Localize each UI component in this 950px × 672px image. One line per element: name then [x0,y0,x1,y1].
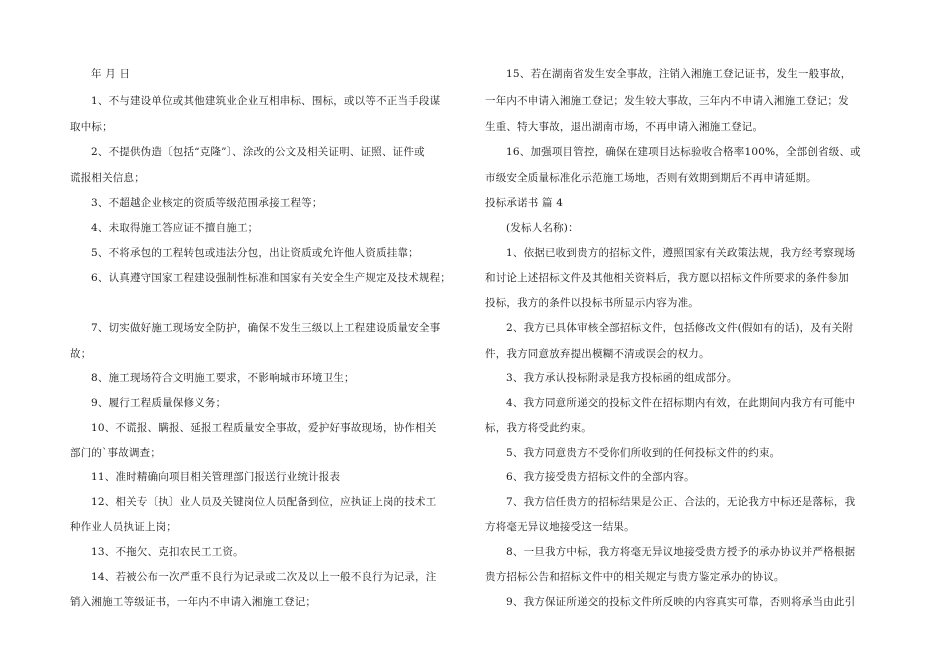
commitment-14-line-1: 14、若被公布一次严重不良行为记录或二次及以上一般不良行为记录，注 [91,571,437,583]
pledge-7-line-1: 7、我方信任贵方的招标结果是公正、合法的，无论我方中标还是落标，我 [506,496,856,508]
commitment-9: 9、履行工程质量保修义务； [91,397,227,409]
pledge-4-line-2: 标，我方将受此约束。 [485,422,592,434]
commitment-7-line-1: 7、切实做好施工现场安全防护，确保不发生三级以上工程建设质量安全事 [91,322,441,334]
commitment-14-line-2: 销入湘施工等级证书，一年内不申请入湘施工登记； [70,596,317,608]
pledge-1-line-3: 投标，我方的条件以投标书所显示内容为准。 [485,297,699,309]
commitment-13: 13、不拖欠、克扣农民工工资。 [91,546,244,558]
commitment-1-line-1: 1、不与建设单位或其他建筑业企业互相串标、围标，或以等不正当手段谋 [91,95,441,107]
commitment-8: 8、施工现场符合文明施工要求，不影响城市环境卫生； [91,372,355,384]
commitment-15-line-2: 一年内不申请入湘施工登记；发生较大事故，三年内不申请入湘施工登记；发 [485,95,849,107]
commitment-16-line-2: 市级安全质量标准化示范施工场地，否则有效期到期后不再申请延期。 [485,172,817,184]
pledge-7-line-2: 方将毫无异议地接受这一结果。 [485,521,635,533]
date-line: 年 月 日 [91,68,131,80]
pledge-1-line-1: 1、依据已收到贵方的招标文件，遵照国家有关政策法规，我方经考察现场 [506,247,856,259]
commitment-10-line-2: 部门的`事故调查； [70,447,162,459]
pledge-6: 6、我方接受贵方招标文件的全部内容。 [506,471,695,483]
pledge-2-line-1: 2、我方已具体审核全部招标文件，包括修改文件(假如有的话)，及有关附 [506,322,854,334]
pledge-4-line-1: 4、我方同意所递交的投标文件在招标期内有效，在此期间内我方有可能中 [506,397,856,409]
commitment-12-line-2: 种作业人员执证上岗； [70,521,177,533]
pledge-3: 3、我方承认投标附录是我方投标函的组成部分。 [506,372,738,384]
commitment-4: 4、未取得施工答应证不擅自施工； [91,222,259,234]
commitment-11: 11、准时精确向项目相关管理部门报送行业统计报表 [91,471,341,483]
commitment-16-line-1: 16、加强项目管控，确保在建项目达标验收合格率100%，全部创省级、或 [506,146,861,158]
left-column [70,0,470,672]
commitment-12-line-1: 12、相关专〔执〕业人员及关键岗位人员配备到位，应执证上岗的技术工 [91,496,437,508]
commitment-7-line-2: 故； [70,348,92,360]
commitment-2-line-1: 2、不提供伪造〔包括“克隆”〕、涂改的公文及相关证明、证照、证件或 [91,146,425,158]
commitment-6: 6、认真遵守国家工程建设强制性标准和国家有关安全生产规定及技术规程； [91,272,451,284]
pledge-5: 5、我方同意贵方不受你们所收到的任何投标文件的约束。 [506,447,781,459]
pledge-8-line-2: 贵方招标公告和招标文件中的相关规定与贵方鉴定承办的协议。 [485,571,785,583]
commitment-5: 5、不将承包的工程转包或违法分包，出让资质或允许他人资质挂靠； [91,247,419,259]
commitment-1-line-2: 取中标； [70,121,113,133]
commitment-3: 3、不超越企业核定的资质等级范围承接工程等； [91,197,323,209]
salutation: (发标人名称)： [506,222,579,234]
commitment-10-line-1: 10、不谎报、瞒报、延报工程质量安全事故，爱护好事故现场，协作相关 [91,422,437,434]
commitment-15-line-3: 生重、特大事故，退出湖南市场，不再申请入湘施工登记。 [485,121,764,133]
right-column [485,0,890,672]
pledge-2-line-2: 件，我方同意放弃提出模糊不清或误会的权力。 [485,348,710,360]
pledge-1-line-2: 和讨论上述招标文件及其他相关资料后，我方愿以招标文件所要求的条件参加 [485,272,849,284]
pledge-9-line-1: 9、我方保证所递交的投标文件所反映的内容真实可靠，否则将承当由此引 [506,596,856,608]
section-heading: 投标承诺书 篇 4 [485,197,564,209]
commitment-2-line-2: 谎报相关信息； [70,172,145,184]
pledge-8-line-1: 8、一旦我方中标，我方将毫无异议地接受贵方授予的承办协议并严格根据 [506,546,856,558]
commitment-15-line-1: 15、若在湖南省发生安全事故，注销入湘施工登记证书，发生一般事故， [506,68,852,80]
